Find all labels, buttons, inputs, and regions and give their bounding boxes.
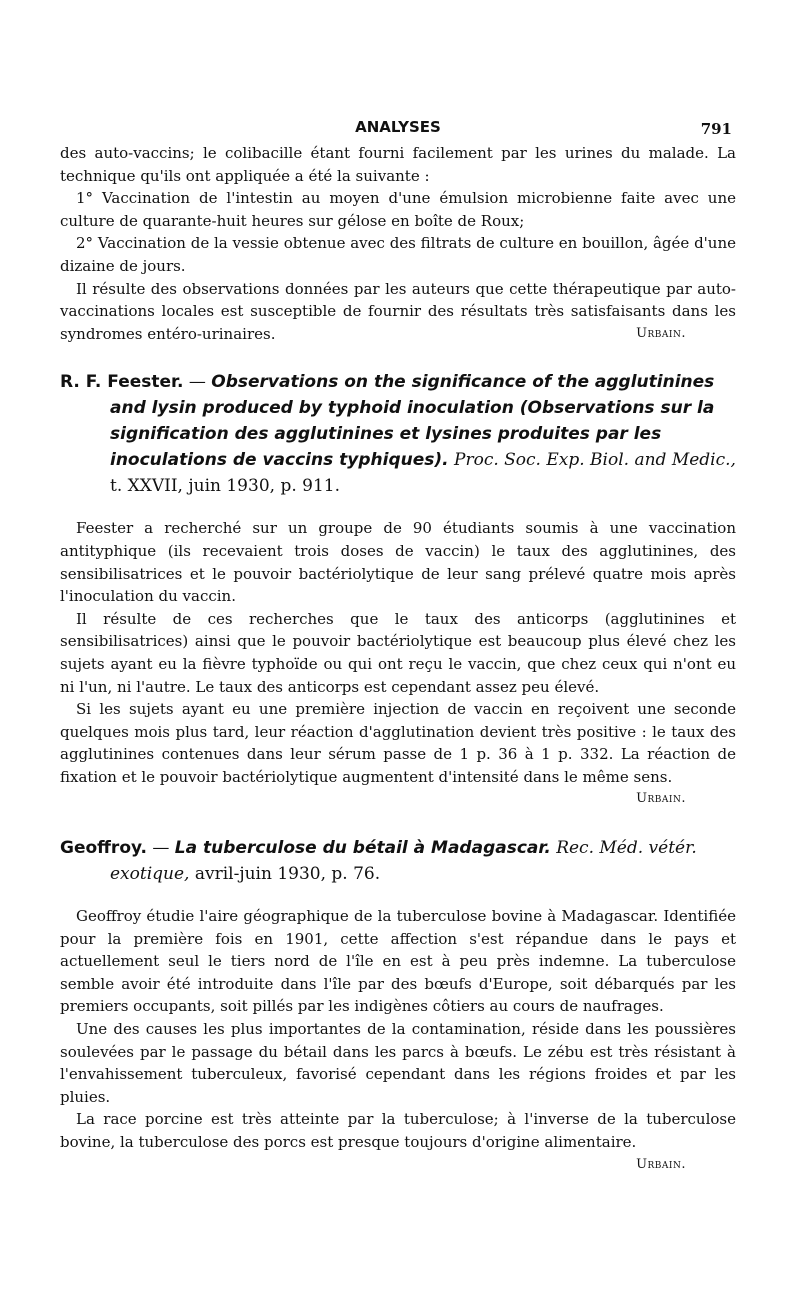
article-paragraph	[60, 1108, 736, 1172]
article-journal: Rec. Méd. vétér. exotique,	[110, 838, 697, 885]
page-number: 791	[700, 120, 732, 138]
running-title: ANALYSES	[355, 118, 441, 136]
article-paragraph: Une des causes les plus importantes de la contamination, réside dans les poussières soulevées par le passage du bétail dans les parcs à bœufs. Le zébu est très résistant à l'envahissement tuberculeux, favorisé cependant dans les régions froides et par les pluies.	[60, 1020, 736, 1106]
article-heading	[60, 835, 736, 887]
article-feester	[60, 369, 736, 811]
article-paragraph	[60, 698, 736, 807]
heading-dash: —	[183, 372, 212, 393]
article-paragraph: Geoffroy étudie l'aire géographique de la tuberculose bovine à Madagascar. Identifiée pour la première fois en 1901, cette affection s'est répandue dans le pays et actuellement seul le tiers nord de l'île en est à peu près indemne. La tuberculose semble avoir été introduite dans l'île par des bœufs d'Europe, soit débarqués par les premiers occupants, soit pillés par les indigènes côtiers au cours de naufrages.	[60, 907, 736, 1016]
intro-section	[60, 142, 736, 345]
intro-paragraph-text: Il résulte des observations données par les auteurs que cette thérapeutique par auto-vaccinations locales est susceptible de fournir des résultats très satisfaisants dans les syndromes entéro-urinaires.	[60, 279, 736, 343]
article-paragraph: Feester a recherché sur un groupe de 90 étudiants soumis à une vaccination antityphique (ils recevaient trois doses de vaccin) le taux des agglutinines, des sensibilisatrices et le pouvoir bactériolytique de leur sang prélevé quatre mois après l'inoculation du vaccin.	[60, 519, 736, 606]
heading-dash: —	[146, 838, 175, 859]
article-title: Observations on the significance of the agglutinines and lysin produced by typhoid inoculation (Observations sur la signification des agglutinines et lysines produites par les inoculations de vaccins typhiques).	[110, 372, 715, 471]
article-paragraph: Il résulte de ces recherches que le taux des anticorps (agglutinines et sensibilisatrices) ainsi que le pouvoir bactériolytique est beaucoup plus élevé chez les sujets ayant eu la fièvre typhoïde ou qui ont reçu le vaccin, que chez ceux qui n'ont eu ni l'un, ni l'autre. Le taux des anticorps est cependant assez peu élevé.	[60, 609, 736, 696]
article-title: La tuberculose du bétail à Madagascar.	[174, 838, 551, 859]
intro-paragraph: 1° Vaccination de l'intestin au moyen d'une émulsion microbienne faite avec une culture de quarante-huit heures sur gélose en boîte de Roux;	[60, 189, 736, 230]
article-journal: Proc. Soc. Exp. Biol. and Medic.,	[448, 450, 736, 471]
article-paragraph-text: Si les sujets ayant eu une première injection de vaccin en reçoivent une seconde quelques mois plus tard, leur réaction d'agglutination devient très positive : le taux des agglutinines contenues dans leur sérum passe de 1 p. 36 à 1 p. 332. La réaction de fixation et le pouvoir bactériolytique augmentent d'intensité dans le même sens.	[60, 700, 736, 786]
signature: Urbain.	[636, 1156, 686, 1172]
article-details: t. XXVII, juin 1930, p. 911.	[110, 476, 340, 497]
article-heading	[60, 369, 736, 499]
article-author: Geoffroy.	[60, 838, 147, 859]
intro-paragraph: des auto-vaccins; le colibacille étant fourni facilement par les urines du malade. La technique qu'ils ont appliquée a été la suivante :	[60, 144, 736, 185]
intro-paragraph	[60, 278, 736, 346]
article-paragraph-text: La race porcine est très atteinte par la tuberculose; à l'inverse de la tuberculose bovine, la tuberculose des porcs est presque toujours d'origine alimentaire.	[60, 1110, 736, 1151]
signature: Urbain.	[636, 791, 686, 807]
running-header	[60, 112, 736, 142]
intro-paragraph: 2° Vaccination de la vessie obtenue avec des filtrats de culture en bouillon, âgée d'une dizaine de jours.	[60, 234, 736, 275]
article-details: avril-juin 1930, p. 76.	[189, 864, 381, 885]
page	[60, 112, 736, 1176]
article-author: R. F. Feester.	[60, 372, 184, 393]
signature: Urbain.	[636, 325, 686, 341]
article-geoffroy	[60, 835, 736, 1176]
